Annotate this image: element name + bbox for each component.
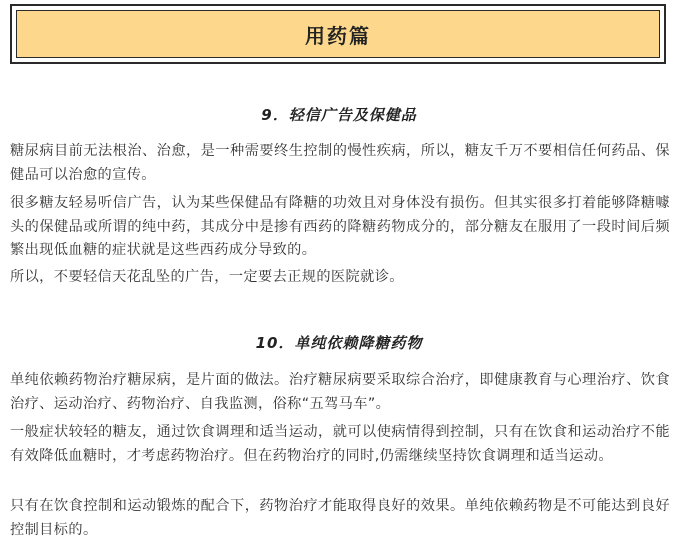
section-heading-10-wrap bbox=[0, 332, 678, 353]
section-heading-9-wrap bbox=[0, 104, 678, 125]
title-banner bbox=[10, 4, 666, 64]
section-10-paragraph-3: 只有在饮食控制和运动锻炼的配合下，药物治疗才能取得良好的效果。单纯依赖药物是不可能达到良好控制目标的。 bbox=[10, 498, 670, 538]
section-heading-10: 10．单纯依赖降糖药物 bbox=[252, 332, 427, 353]
title-banner-inner bbox=[16, 10, 660, 58]
section-9-paragraph-1: 糖尿病目前无法根治、治愈，是一种需要终生控制的慢性疾病，所以，糖友千万不要相信任何药品、保健品可以治愈的宣传。 bbox=[10, 143, 670, 183]
section-10-paragraph-1: 单纯依赖药物治疗糖尿病，是片面的做法。治疗糖尿病要采取综合治疗，即健康教育与心理治疗、饮食治疗、运动治疗、药物治疗、自我监测，俗称“五驾马车”。 bbox=[10, 372, 670, 412]
section-9-paragraph-2: 很多糖友轻易听信广告，认为某些保健品有降糖的功效且对身体没有损伤。但其实很多打着能够降糖噱头的保健品或所谓的纯中药，其成分中是掺有西药的降糖药物成分的，部分糖友在服用了一段时间后频繁出现低血糖的症状就是这些西药成分导致的。 bbox=[10, 195, 670, 258]
section-10-paragraph-2: 一般症状较轻的糖友，通过饮食调理和适当运动，就可以使病情得到控制，只有在饮食和运动治疗不能有效降低血糖时，才考虑药物治疗。但在药物治疗的同时,仍需继续坚持饮食调理和适当运动。 bbox=[10, 424, 670, 464]
section-9-paragraph-3: 所以，不要轻信天花乱坠的广告，一定要去正规的医院就诊。 bbox=[10, 269, 404, 285]
section-heading-9: 9．轻信广告及保健品 bbox=[257, 104, 420, 125]
page-title: 用药篇 bbox=[305, 23, 371, 48]
